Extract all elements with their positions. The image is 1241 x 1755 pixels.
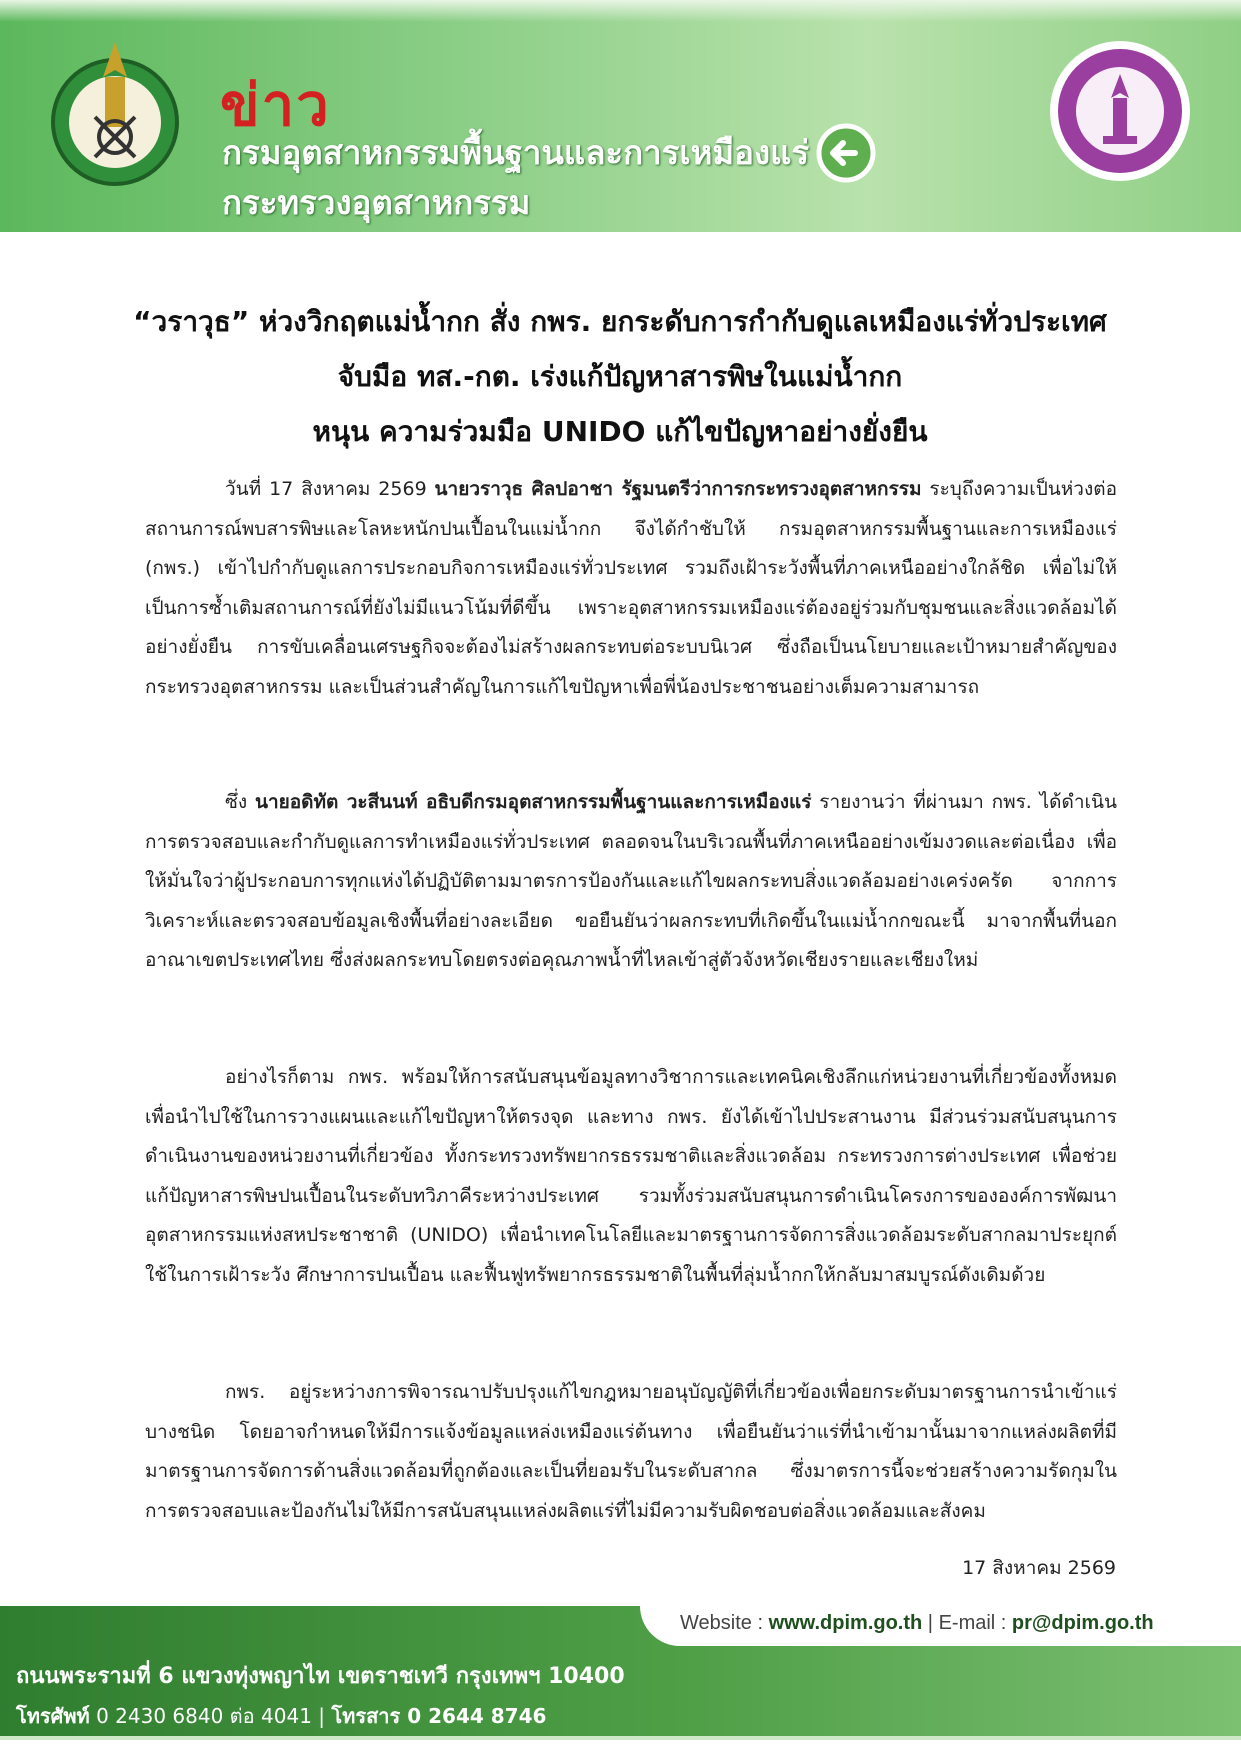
paragraph-3: อย่างไรก็ตาม กพร. พร้อมให้การสนับสนุนข้อมูลทางวิชาการและเทคนิคเชิงลึกแก่หน่วยงานที่เกี่ยวข้องทั้งหมด เพื่อนำไปใช้ในการวางแผนและแก้ไขปัญหาให้ตรงจุด และทาง กพร. ยังได้เข้าไปประสานงาน มีส่วนร่วมสนับสนุนการดำเนินงานของหน่วยงานที่เกี่ยวข้อง ทั้งกระทรวงทรัพยากรธรรมชาติและสิ่งแวดล้อม กระทรวงการต่างประเทศ เพื่อช่วยแก้ปัญหาสารพิษปนเปื้อนในระดับทวิภาคีระหว่างประเทศ รวมทั้งร่วมสนับสนุนการดำเนินโครงการขององค์การพัฒนาอุตสาหกรรมแห่งสหประชาชาติ (UNIDO) เพื่อนำเทคโนโลยีและมาตรฐานการจัดการสิ่งแวดล้อมระดับสากลมาประยุกต์ใช้ในการเฝ้าระวัง ศึกษาการปนเปื้อน และฟื้นฟูทรัพยากรธรรมชาติในพื้นที่ลุ่มน้ำกกให้กลับมาสมบูรณ์ดังเดิมด้วย xyxy=(145,1066,1117,1286)
email-label: E-mail : xyxy=(938,1612,1012,1634)
minister-name: นายวราวุธ ศิลปอาชา รัฐมนตรีว่าการกระทรวงอุตสาหกรรม xyxy=(434,478,922,500)
news-heading: ข่าว xyxy=(220,73,331,138)
paragraph-2-lead: ซึ่ง xyxy=(225,791,255,813)
website-label: Website : xyxy=(680,1612,769,1634)
website-link[interactable]: www.dpim.go.th xyxy=(768,1612,923,1634)
ministry-seal-icon xyxy=(1045,36,1195,186)
department-name: กรมอุตสาหกรรมพื้นฐานและการเหมืองแร่ xyxy=(222,134,810,171)
paragraph-4: กพร. อยู่ระหว่างการพิจารณาปรับปรุงแก้ไขกฎหมายอนุบัญญัติที่เกี่ยวข้องเพื่อยกระดับมาตรฐานการนำเข้าแร่บางชนิด โดยอาจกำหนดให้มีการแจ้งข้อมูลแหล่งเหมืองแร่ต้นทาง เพื่อยืนยันว่าแร่ที่นำเข้ามานั้นมาจากแหล่งผลิตที่มีมาตรฐานการจัดการด้านสิ่งแวดล้อมที่ถูกต้องและเป็นที่ยอมรับในระดับสากล ซึ่งมาตรการนี้จะช่วยสร้างความรัดกุมในการตรวจสอบและป้องกันไม่ให้มีการสนับสนุนแหล่งผลิตแร่ที่ไม่มีความรับผิดชอบต่อสิ่งแวดล้อมและสังคม xyxy=(145,1381,1117,1522)
paragraph-1-text: ระบุถึงความเป็นห่วงต่อสถานการณ์พบสารพิษและโลหะหนักปนเปื้อนในแม่น้ำกก จึงได้กำชับให้ กรมอุตสาหกรรมพื้นฐานและการเหมืองแร่ (กพร.) เข้าไปกำกับดูแลการประกอบกิจการเหมืองแร่ทั่วประเทศ รวมถึงเฝ้าระวังพื้นที่ภาคเหนืออย่างใกล้ชิด เพื่อไม่ให้เป็นการซ้ำเติมสถานการณ์ที่ยังไม่มีแนวโน้มที่ดีขึ้น เพราะอุตสาหกรรมเหมืองแร่ต้องอยู่ร่วมกับชุมชนและสิ่งแวดล้อมได้อย่างยั่งยืน การขับเคลื่อนเศรษฐกิจจะต้องไม่สร้างผลกระทบต่อระบบนิเวศ ซึ่งถือเป็นนโยบายและเป้าหมายสำคัญของกระทรวงอุตสาหกรรม และเป็นส่วนสำคัญในการแก้ไขปัญหาเพื่อพี่น้องประชาชนอย่างเต็มความสามารถ xyxy=(145,478,1117,698)
headline-line-3: หนุน ความร่วมมือ UNIDO แก้ไขปัญหาอย่างยั่งยืน xyxy=(312,415,928,448)
arrow-left-icon xyxy=(815,122,877,184)
fax-label: โทรสาร xyxy=(331,1704,401,1728)
paragraph-2-text: รายงานว่า ที่ผ่านมา กพร. ได้ดำเนินการตรวจสอบและกำกับดูแลการทำเหมืองแร่ทั่วประเทศ ตลอดจนในบริเวณพื้นที่ภาคเหนืออย่างเข้มงวดและต่อเนื่อง เพื่อให้มั่นใจว่าผู้ประกอบการทุกแห่งได้ปฏิบัติตามมาตรการป้องกันและแก้ไขผลกระทบสิ่งแวดล้อมอย่างเคร่งครัด จากการวิเคราะห์และตรวจสอบข้อมูลเชิงพื้นที่อย่างละเอียด ขอยืนยันว่าผลกระทบที่เกิดขึ้นในแม่น้ำกกขณะนี้ มาจากพื้นที่นอกอาณาเขตประเทศไทย ซึ่งส่งผลกระทบโดยตรงต่อคุณภาพน้ำที่ไหลเข้าสู่ตัวจังหวัดเชียงรายและเชียงใหม่ xyxy=(145,791,1117,971)
footer-web-contact xyxy=(680,1612,1154,1635)
paragraph-1-date: วันที่ 17 สิงหาคม 2569 xyxy=(225,478,435,500)
director-general-name: นายอดิทัต วะสีนนท์ อธิบดีกรมอุตสาหกรรมพื้นฐานและการเหมืองแร่ xyxy=(254,791,812,813)
contact-separator: | xyxy=(922,1612,939,1634)
paragraph-2 xyxy=(145,783,1117,981)
email-link[interactable]: pr@dpim.go.th xyxy=(1011,1612,1154,1634)
paragraph-1 xyxy=(145,470,1117,707)
footer-address: ถนนพระรามที่ 6 แขวงทุ่งพญาไท เขตราชเทวี กรุงเทพฯ 10400 xyxy=(16,1664,625,1689)
dpim-logo-icon xyxy=(45,22,185,202)
bottom-divider xyxy=(0,1736,1241,1740)
phone-separator: | xyxy=(311,1704,332,1728)
fax-number: 0 2644 8746 xyxy=(400,1704,547,1728)
headline-line-2: จับมือ ทส.-กต. เร่งแก้ปัญหาสารพิษในแม่น้ำกก xyxy=(337,360,903,393)
phone-number: 0 2430 6840 ต่อ 4041 xyxy=(89,1704,312,1728)
release-date: 17 สิงหาคม 2569 xyxy=(962,1557,1116,1579)
phone-label: โทรศัพท์ xyxy=(16,1704,90,1728)
footer-phone xyxy=(16,1700,546,1732)
ministry-name: กระทรวงอุตสาหกรรม xyxy=(222,184,531,221)
headline-line-1: “วราวุธ” ห่วงวิกฤตแม่น้ำกก สั่ง กพร. ยกระดับการกำกับดูแลเหมืองแร่ทั่วประเทศ xyxy=(133,305,1107,338)
